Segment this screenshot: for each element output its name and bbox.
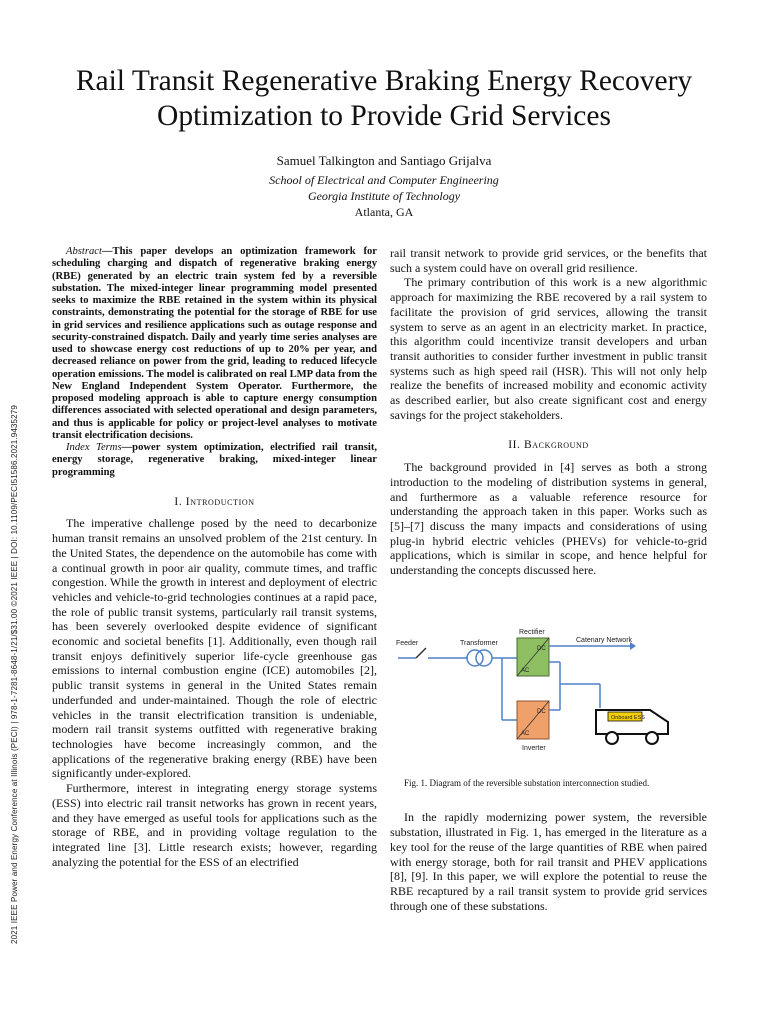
label-inverter-dc: DC [537,708,546,715]
label-catenary: Catenary Network [576,636,633,644]
section-heading-background: II. Background [508,439,589,452]
right-column [390,246,707,913]
substation-diagram [390,604,707,762]
intro-paragraph: Furthermore, interest in integrating energy storage systems (ESS) into electric rail transit networks has grown in recent years, and they have emerged as useful tools for applications such as the storage of RBE, and in providing voltage regulation to the integrated line [3]. Little research exists; however, regarding analyzing the potential for the ESS of an electrified [52,781,377,869]
feeder-switch-icon [416,648,426,658]
index-terms [52,442,377,479]
transformer-coil-2 [476,650,492,666]
label-inverter: Inverter [522,744,546,752]
left-column [52,246,377,869]
intro-continuation: rail transit network to provide grid services, or the benefits that such a system could have on overall grid resilience. [390,246,707,275]
label-feeder: Feeder [396,639,419,647]
copyright-text: 2021 IEEE Power and Energy Conference at Illinois (PECI) | 978-1-7281-8648-1/21/$31.00 ©2021 IEEE | DOI: 10.1109/PECI51586.2021.9435279 [10,405,19,944]
affiliation-school: School of Electrical and Computer Engineering [269,173,499,187]
label-onboard-ess: Onboard ESS [611,714,645,721]
label-rectifier-dc: DC [537,645,546,652]
final-paragraph: In the rapidly modernizing power system, the reversible substation, illustrated in Fig. 1, has emerged in the literature as a key tool for the reuse of the large quantities of RBE when paired with energy storage, both for rail transit and PHEV applications [8], [9]. In this paper, we will explore the potential to reuse the RBE recaptured by a rail transit system to provide grid services through one of these substations. [390,810,707,913]
label-rectifier-ac: AC [521,667,530,674]
intro-paragraph: The imperative challenge posed by the need to decarbonize human transit remains an unsolved problem of the 21st century. In the United States, the dependence on the automobile has come with a continual growth in poor air quality, commute times, and traffic congestion. While the growth in interest and deployment of electric vehicles and vehicle-to-grid technologies continues at a rapid pace, the role of public transit systems, particularly rail transit systems, has been severely overlooked despite evidence of significant economic and societal benefits [1]. Additionally, even though rail transit enjoys definitively superior life-cycle greenhouse gas emissions to internal combustion engine (ICE) automobiles [2], public transit systems in general in the United States remain underfunded and under-maintained. Though the role of electric vehicles in the transit electrification transition is undeniable, modern rail transit systems outfitted with regenerative braking technologies have become increasingly common, and the applications of the regenerative braking energy (RBE) have been significantly under-explored. [52,516,377,781]
copyright-sidebar [6,344,32,944]
abstract-text: —This paper develops an optimization framework for scheduling charging and dispatch of regenerative braking energy (RBE) generated by an electric train system fed by a reversible substation. The mixed-integer linear programming model presented seeks to maximize the RBE retained in the system within its physical constraints, demonstrating the potential for the storage of RBE for use in grid services and resilience applications such as outage response and security-constrained dispatch. Daily and yearly time series analyses are used to showcase energy cost reductions of up to 20% per year, and decreased reliance on power from the grid, leading to reduced lifecycle operation emissions. The model is calibrated on real LMP data from the New England Independent System Operator. Furthermore, the proposed modeling approach is able to capture energy consumption differences associated with selected operational and design parameters, and thus is applicable for policy or project-level analyses to motivate transit electrification decisions. [52,246,377,441]
index-terms-label: Index Terms [66,442,122,453]
contribution-paragraph: The primary contribution of this work is a new algorithmic approach for maximizing the RBE recovered by a rail system to facilitate the provision of grid services, allowing the transit system to serve as an agent in an electricity market. In practice, this algorithm could incentivize transit developers and urban transit authorities to consider further investment in public transit systems such as high speed rail (HSR). This will not only help realize the benefits of increased mobility and economic activity as described earlier, but also create significant cost and energy savings for the project stakeholders. [390,275,707,422]
authors: Samuel Talkington and Santiago Grijalva [276,153,492,168]
paper-title: Rail Transit Regenerative Braking Energy Recovery Optimization to Provide Grid Services [75,65,693,132]
affiliation-location: Atlanta, GA [354,205,414,219]
index-terms-text: —power system optimization, electrified rail transit, energy storage, regenerative braking, mixed-integer linear programming [52,442,377,478]
label-inverter-ac: AC [521,730,530,737]
train-wheel [646,732,658,744]
figure-1 [390,604,707,762]
train-wheel [606,732,618,744]
abstract-label: Abstract [66,246,102,257]
abstract [52,246,377,442]
affiliation-institute: Georgia Institute of Technology [307,189,461,203]
section-heading-introduction: I. Introduction [174,495,255,508]
affiliation [0,172,768,220]
label-rectifier: Rectifier [519,628,545,636]
figure-caption: Fig. 1. Diagram of the reversible substation interconnection studied. [404,777,650,788]
transformer-coil-1 [467,650,483,666]
label-transformer: Transformer [460,639,498,647]
background-paragraph: The background provided in [4] serves as both a strong introduction to the modeling of distribution systems in general, and furthermore as a valuable reference resource for understanding the approach taken in this paper. Works such as [5]–[7] discuss the many impacts and considerations of using plug-in hybrid electric vehicles (PHEVs) for vehicle-to-grid applications, which is similar in scope, and hence helpful for understanding the concepts discussed here. [390,460,707,578]
